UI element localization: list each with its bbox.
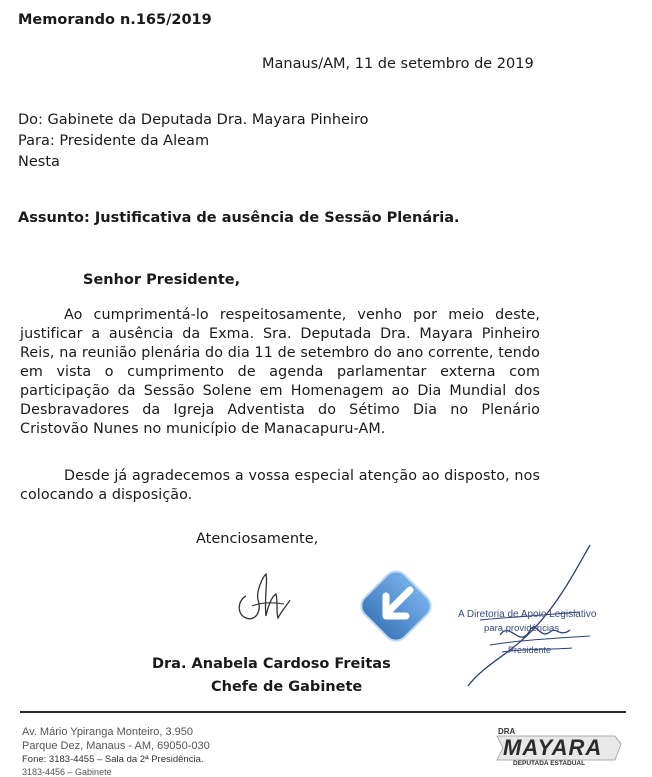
memo-to: Para: Presidente da Aleam	[18, 133, 210, 149]
footer-phone: Fone: 3183-4455 – Sala da 2ª Presidência.	[22, 754, 204, 765]
stamp-line-3: Presidente	[508, 645, 552, 655]
mayara-logo	[493, 726, 623, 771]
memo-here: Nesta	[18, 154, 60, 170]
place-date: Manaus/AM, 11 de setembro de 2019	[262, 56, 534, 72]
stamp-line-1: A Diretoria de Apoio Legislativo	[458, 609, 597, 620]
footer-address-1: Av. Mário Ypiranga Monteiro, 3.950	[22, 726, 194, 738]
signer-name: Dra. Anabela Cardoso Freitas	[152, 656, 391, 672]
stamp-line-2: para providências	[484, 623, 559, 634]
memo-number: Memorando n.165/2019	[18, 12, 212, 28]
footer-phone-2: 3183-4456 – Gabinete	[22, 767, 112, 777]
signer-role: Chefe de Gabinete	[211, 679, 363, 695]
logo-name: MAYARA	[503, 735, 603, 760]
logo-prefix: DRA	[498, 727, 516, 736]
arrow-down-left-icon[interactable]	[352, 562, 440, 650]
body-paragraph-2: Desde já agradecemos a vossa especial atenção ao disposto, nos colocando a disposição.	[20, 468, 540, 503]
memo-from: Do: Gabinete da Deputada Dra. Mayara Pinheiro	[18, 112, 369, 128]
closing: Atenciosamente,	[196, 531, 319, 547]
memo-subject: Assunto: Justificativa de ausência de Sessão Plenária.	[18, 210, 460, 226]
signer-signature	[232, 566, 294, 628]
footer-address-2: Parque Dez, Manaus - AM, 69050-030	[22, 740, 210, 752]
logo-subtitle: DEPUTADA ESTADUAL	[513, 760, 586, 767]
footer-divider	[20, 711, 626, 713]
body-paragraph-1: Ao cumprimentá-lo respeitosamente, venho por meio deste, justificar a ausência da Exma. Sra. Deputada Dra. Mayara Pinheiro Reis, na reunião plenária do dia 11 de setembro do ano corrente, tendo em vista o cumprimento de agenda parlamentar externa com participação da Sessão Solene em Homenagem ao Dia Mundial dos Desbravadores da Igreja Adventista do Sétimo Dia no Plenário Cristovão Nunes no município de Manacapuru-AM.	[20, 307, 540, 437]
salutation: Senhor Presidente,	[83, 272, 241, 288]
